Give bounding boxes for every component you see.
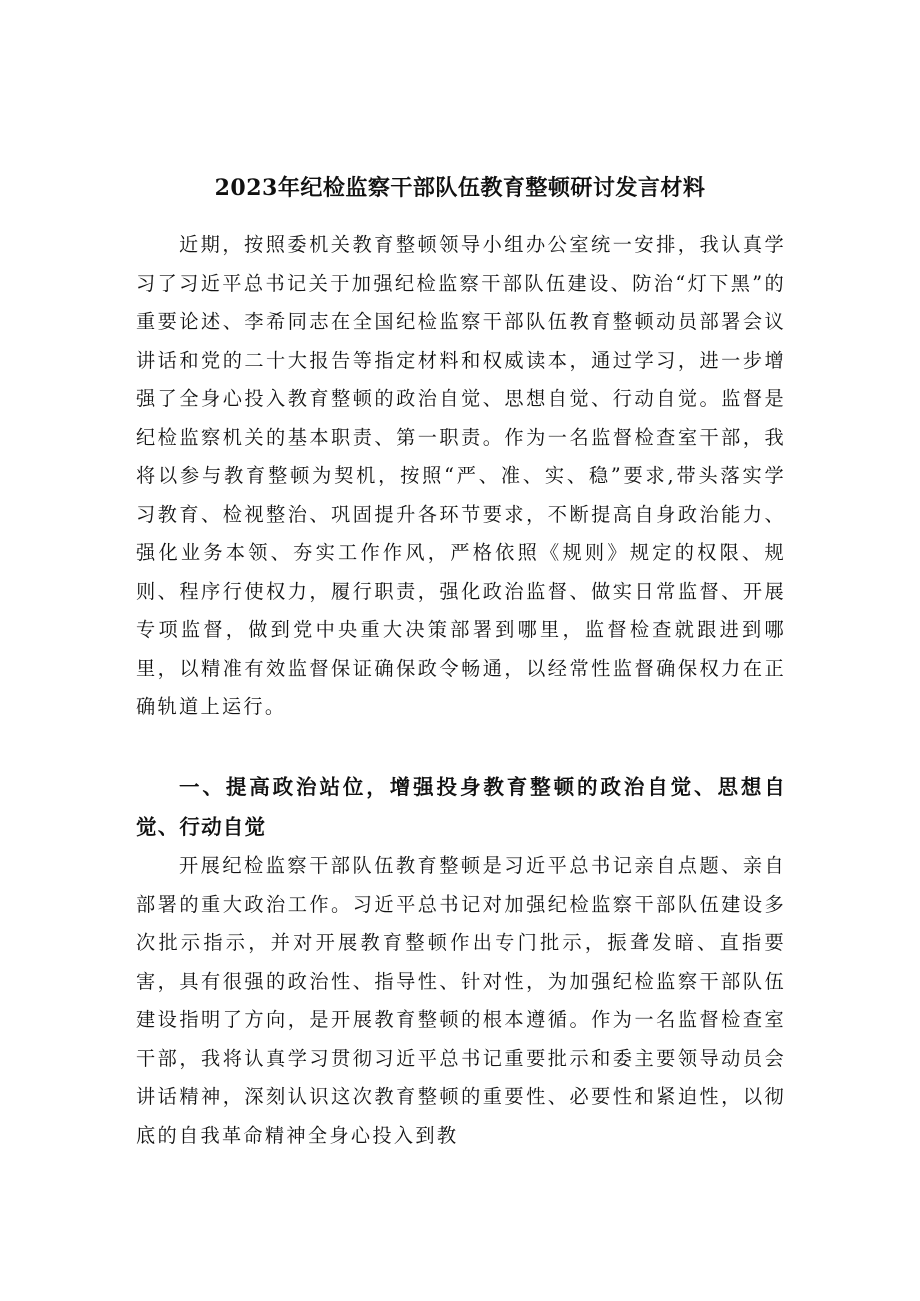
section-heading-1: 一、提高政治站位，增强投身教育整顿的政治自觉、思想自觉、行动自觉 bbox=[136, 775, 786, 839]
body-paragraph-section-1: 开展纪检监察干部队伍教育整顿是习近平总书记亲自点题、亲自部署的重大政治工作。习近平总书记对加强纪检监察干部队伍建设多次批示指示，并对开展教育整顿作出专门批示，振聋发暗、直指要害，具有很强的政治性、指导性、针对性，为加强纪检监察干部队伍建设指明了方向，是开展教育整顿的根本遵循。作为一名监督检查室干部，我将认真学习贯彻习近平总书记重要批示和委主要领导动员会讲话精神，深刻认识这次教育整顿的重要性、必要性和紧迫性，以彻底的自我革命精神全身心投入到教 bbox=[136, 854, 786, 1147]
document-title: 2023年纪检监察干部队伍教育整顿研讨发言材料 bbox=[214, 175, 706, 201]
body-paragraph-intro: 近期，按照委机关教育整顿领导小组办公室统一安排，我认真学习了习近平总书记关于加强纪检监察干部队伍建设、防治“灯下黑”的重要论述、李希同志在全国纪检监察干部队伍教育整顿动员部署会议讲话和党的二十大报告等指定材料和权威读本，通过学习，进一步增强了全身心投入教育整顿的政治自觉、思想自觉、行动自觉。监督是纪检监察机关的基本职责、第一职责。作为一名监督检查室干部，我将以参与教育整顿为契机，按照“严、准、实、稳”要求,带头落实学习教育、检视整治、巩固提升各环节要求，不断提高自身政治能力、强化业务本领、夯实工作作风，严格依照《规则》规定的权限、规则、程序行使权力，履行职责，强化政治监督、做实日常监督、开展专项监督，做到党中央重大决策部署到哪里，监督检查就跟进到哪里，以精准有效监督保证确保政令畅通，以经常性监督确保权力在正确轨道上运行。 bbox=[136, 233, 786, 718]
